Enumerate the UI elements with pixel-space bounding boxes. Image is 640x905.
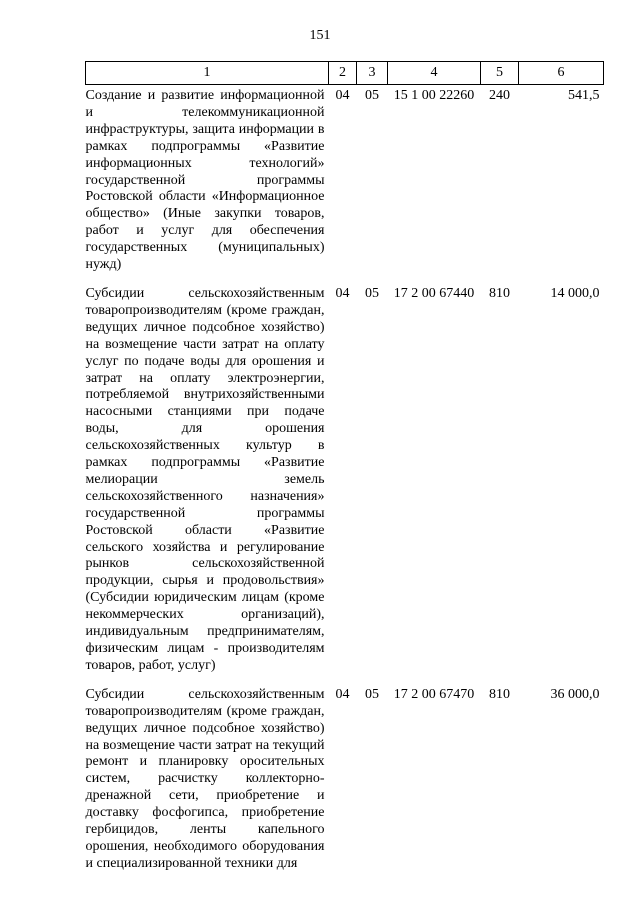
row-amount: 36 000,0 — [550, 686, 600, 702]
row-expense-type-code: 810 — [489, 686, 510, 702]
table-row — [86, 85, 604, 283]
column-header-5: 5 — [481, 62, 519, 85]
row-description: Создание и развитие информационной и телекоммуникационной инфраструктуры, защита информации в рамках подпрограммы «Развитие информационных технологий» государственной программы Ростовской области «Информационное общество» (Иные закупки товаров, работ и услуг для обеспечения государственных (муниципальных) нужд) — [85, 88, 325, 273]
row-description: Субсидии сельскохозяйственным товаропроизводителям (кроме граждан, ведущих личное подсобное хозяйство) на возмещение части затрат на оплату услуг по подаче воды для орошения и затрат на оплату электроэнергии, потребляемой внутрихозяйственными насосными станциями при подаче воды, для орошения сельскохозяйственных культур в рамках подпрограммы «Развитие мелиорации земель сельскохозяйственного назначения» государственной программы Ростовской области «Развитие сельского хозяйства и регулирование рынков сельскохозяйственной продукции, сырья и продовольствия» (Субсидии юридическим лицам (кроме некоммерческих организаций), индивидуальным предпринимателям, физическим лицам - производителям товаров, работ, услуг) — [85, 285, 325, 673]
row-expense-type-code: 240 — [489, 88, 510, 103]
row-target-article-code: 15 1 00 22260 — [393, 88, 475, 103]
row-subsection-code: 05 — [365, 88, 379, 103]
table-row — [86, 283, 604, 684]
column-header-6: 6 — [519, 62, 604, 85]
budget-table — [85, 61, 604, 882]
row-subsection-code: 05 — [365, 285, 379, 301]
column-header-4: 4 — [388, 62, 481, 85]
table-header-row — [86, 62, 604, 85]
row-target-article-code: 17 2 00 67470 — [393, 686, 475, 702]
column-header-1: 1 — [86, 62, 329, 85]
row-target-article-code: 17 2 00 67440 — [393, 285, 475, 301]
row-description: Субсидии сельскохозяйственным товаропроизводителям (кроме граждан, ведущих личное подсобное хозяйство) на возмещение части затрат на текущий ремонт и планировку оросительных систем, расчистку коллекторно-дренажной сети, приобретение и доставку фосфогипса, приобретение гербицидов, ленты капельного орошения, необходимого оборудования и специализированной техники для — [85, 686, 325, 871]
row-section-code: 04 — [335, 88, 350, 103]
row-section-code: 04 — [335, 285, 350, 301]
page-number: 151 — [309, 28, 331, 43]
row-amount: 14 000,0 — [550, 285, 600, 301]
table-row — [86, 684, 604, 882]
row-expense-type-code: 810 — [489, 285, 510, 301]
row-subsection-code: 05 — [365, 686, 379, 702]
row-section-code: 04 — [335, 686, 350, 702]
column-header-3: 3 — [357, 62, 388, 85]
row-amount: 541,5 — [568, 88, 600, 103]
column-header-2: 2 — [329, 62, 357, 85]
